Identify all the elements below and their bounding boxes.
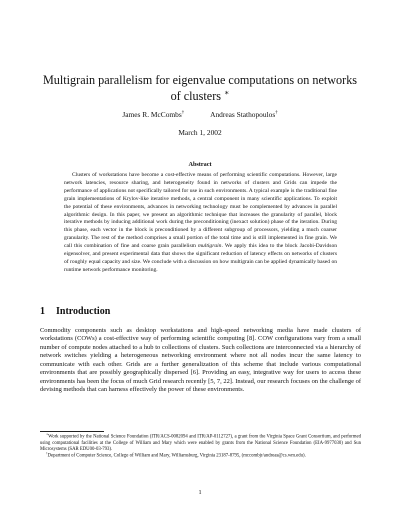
author-name: James R. McCombs <box>122 110 182 119</box>
footnote-text: Work supported by the National Science Foundation (ITR/ACS-0082094 and ITR/AP-0112727), a grant from the Virginia Space Grant Consortium, and performed using computational facilities at the College of William and Mary which were enabled by grants from the National Science Foundation (EIA-9977030) and Sun Microsystems (SAR EDU00-03-793). <box>40 434 361 452</box>
paper-date: March 1, 2002 <box>178 128 222 137</box>
footnote-mark: ∗ <box>46 432 49 436</box>
paper-title-text: Multigrain parallelism for eigenvalue computations on networks of clusters <box>42 73 358 103</box>
section-number: 1 <box>40 306 45 317</box>
paper-title <box>40 72 360 104</box>
abstract-body <box>64 172 337 275</box>
footnote <box>40 453 361 460</box>
section-title: Introduction <box>56 306 111 317</box>
abstract-text: . We apply this idea to the block Jacobi-Davidson eigensolver, and present experimental data that shows the significant reduction of latency effects on networks of clusters of roughly equal capacity and size. We conclude with a discussion on how multigrain can be applied dynamically based on runtime network performance monitoring. <box>64 243 337 273</box>
intro-paragraph: Commodity components such as desktop workstations and high-speed networking media have made clusters of workstations (COWs) a cost-effective way of performing scientific computing [8]. COW configurations vary from a small number of compute nodes attached to a hub to collections of clusters. Such collections are interconnected via a hierarchy of network switches yielding a heterogeneous networking environment where not all nodes incur the same latency to communicate with each other. Grids are a further generalization of this scheme that include various computational environments that are possibly geographically dispersed [6]. Providing an easy, integrative way for users to access these environments has been the focus of much Grid research recently [5, 7, 22]. Instead, our research focuses on the challenge of devising methods that can harness effectively the power of these environments. <box>40 327 361 394</box>
author-footnote-mark: † <box>275 110 278 116</box>
page-number: 1 <box>198 489 202 496</box>
footnote-mark: † <box>46 451 48 456</box>
footnote-divider <box>40 431 104 432</box>
author-list <box>0 110 400 119</box>
author-footnote-mark: † <box>181 110 185 116</box>
abstract-heading: Abstract <box>188 161 212 168</box>
abstract-text: Clusters of workstations have become a cost-effective means of performing scientific computations. However, large network latencies, resource sharing, and heterogeneity found in networks of clusters and Grids can impede the performance of applications not specifically tailored for use in such environments. A typical example is the traditional fine grain implementations of Krylov-like iterative methods, a central component in many scientific applications. To exploit the potential of these environments, advances in networking technology must be complemented by advances in parallel algorithmic design. In this paper, we present an algorithmic technique that increases the granularity of parallel, block iterative methods by inducing additional work during the preconditioning (inexact solution) phase of the iteration. During this phase, each vector in the block is preconditioned by a different subgroup of processors, yielding a much coarser granularity. The rest of the method comprises a small portion of the total time and is still implemented in fine grain. We call this combination of fine and coarse grain parallelism <box>64 172 337 250</box>
title-footnote-mark: ∗ <box>224 87 230 97</box>
footnotes <box>40 434 361 460</box>
abstract-emphasis: multigrain <box>198 243 222 250</box>
author-name: Andreas Stathopoulos <box>210 110 276 119</box>
section-heading <box>40 306 360 318</box>
footnote-text: Department of Computer Science, College of William and Mary, Williamsburg, Virginia 23187-8795, (mccombjr/andreas@cs.wm.edu). <box>47 453 306 459</box>
